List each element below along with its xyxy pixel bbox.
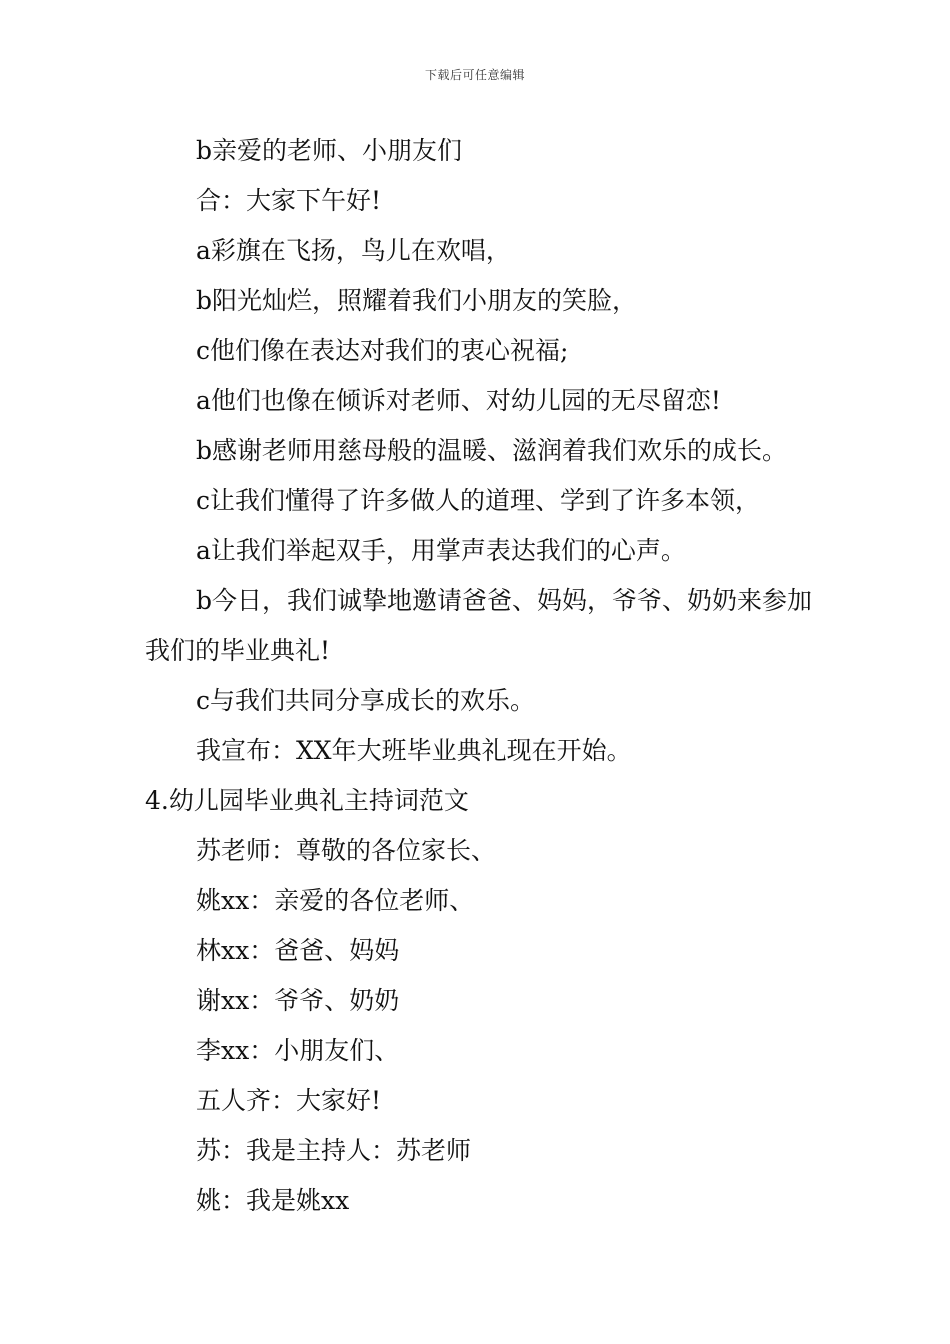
script-line: 五人齐：大家好! (196, 1086, 382, 1115)
script-line: 合：大家下午好! (196, 186, 382, 215)
section-heading: 4.幼儿园毕业典礼主持词范文 (145, 786, 469, 815)
document-body (145, 126, 815, 1226)
script-line: 我宣布：XX年大班毕业典礼现在开始。 (196, 736, 632, 765)
script-line: 林xx：爸爸、妈妈 (196, 936, 400, 965)
script-line: a他们也像在倾诉对老师、对幼儿园的无尽留恋! (196, 386, 721, 415)
script-line: b阳光灿烂，照耀着我们小朋友的笑脸， (196, 286, 638, 315)
script-line: b亲爱的老师、小朋友们 (196, 136, 463, 165)
script-line: b感谢老师用慈母般的温暖、滋润着我们欢乐的成长。 (196, 436, 788, 465)
script-line: a让我们举起双手，用掌声表达我们的心声。 (196, 536, 686, 565)
script-line: 苏老师：尊敬的各位家长、 (196, 836, 497, 865)
script-line: c他们像在表达对我们的衷心祝福; (196, 336, 569, 365)
script-line: 李xx：小朋友们、 (196, 1036, 400, 1065)
script-line: c让我们懂得了许多做人的道理、学到了许多本领， (196, 486, 761, 515)
page-header-note: 下载后可任意编辑 (424, 68, 525, 82)
script-line: c与我们共同分享成长的欢乐。 (196, 686, 536, 715)
script-line: 姚：我是姚xx (196, 1186, 350, 1215)
script-line: b今日，我们诚挚地邀请爸爸、妈妈，爷爷、奶奶来参加我们的毕业典礼! (145, 586, 813, 665)
script-line: 苏：我是主持人：苏老师 (196, 1136, 472, 1165)
script-line: 姚xx：亲爱的各位老师、 (196, 886, 475, 915)
script-line: 谢xx：爷爷、奶奶 (196, 986, 400, 1015)
script-line: a彩旗在飞扬，鸟儿在欢唱， (196, 236, 511, 265)
